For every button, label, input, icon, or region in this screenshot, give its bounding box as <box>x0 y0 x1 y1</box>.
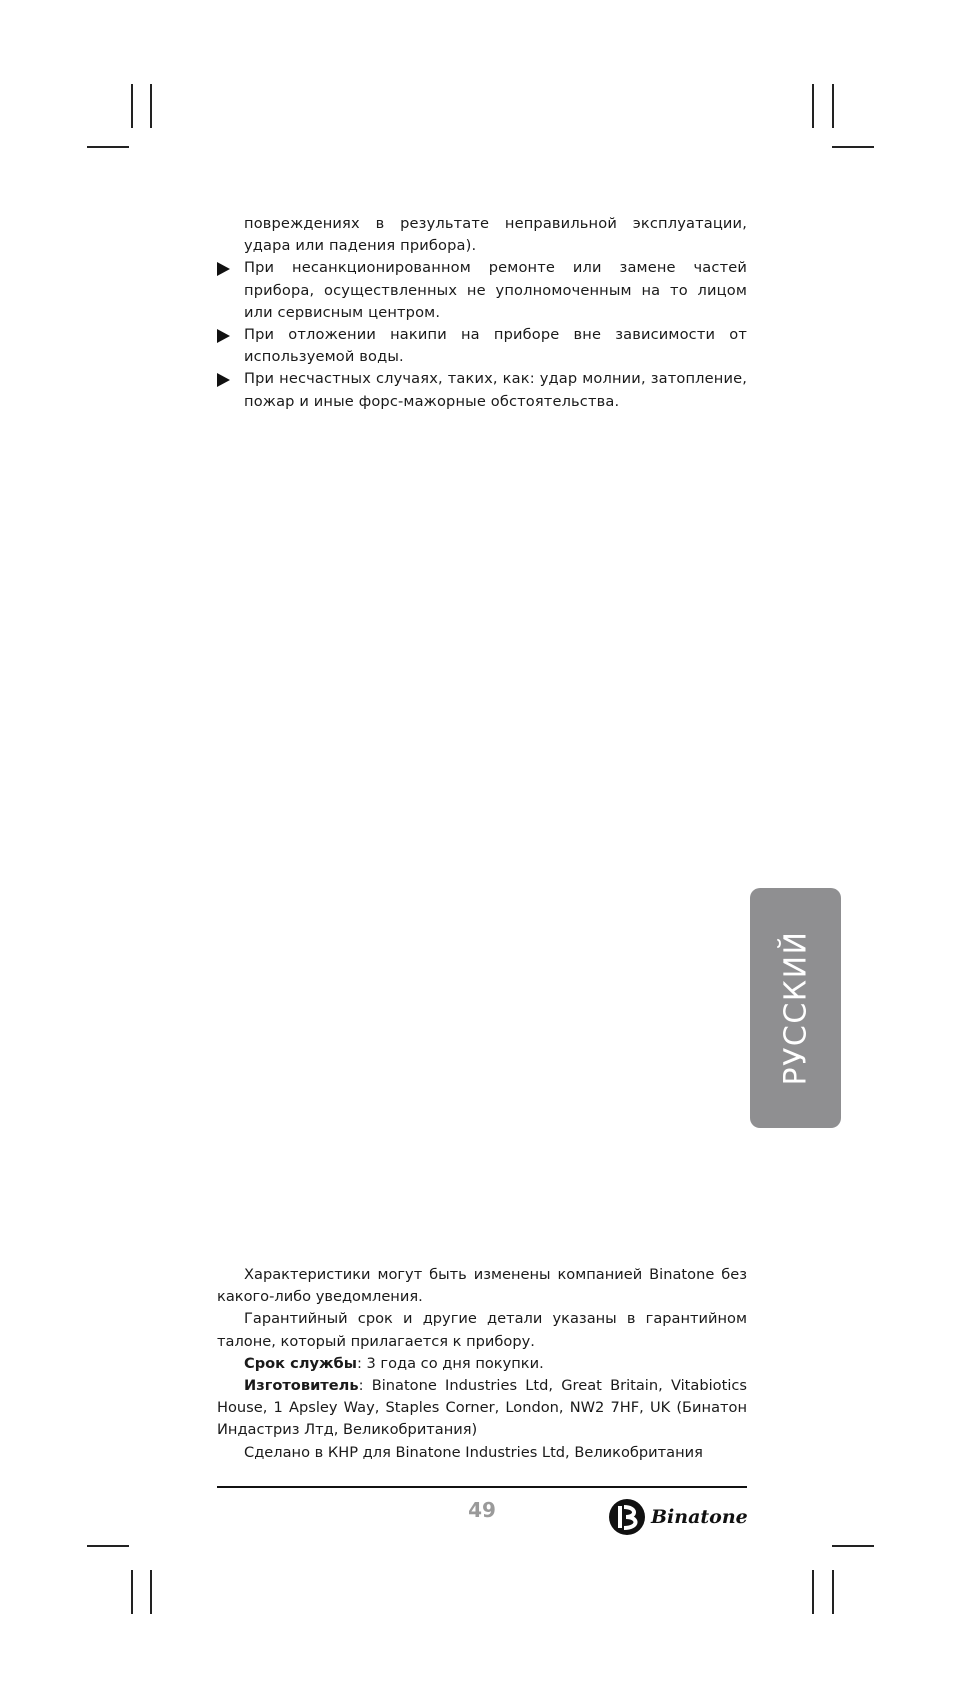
crop-mark <box>832 1545 874 1547</box>
bullet-text: При отложении накипи на приборе вне зависимости от используемой воды. <box>244 326 747 366</box>
crop-mark <box>87 146 129 148</box>
crop-mark <box>150 1570 152 1614</box>
bullet-text: При несанкционированном ремонте или замене частей прибора, осуществленных не уполномоченным на то лицом или сервисным центром. <box>244 259 747 321</box>
service-life-value: : 3 года со дня покупки. <box>356 1354 544 1372</box>
crop-mark <box>832 1570 834 1614</box>
language-tab <box>750 888 841 1128</box>
crop-mark <box>832 84 834 128</box>
crop-mark <box>832 146 874 148</box>
crop-mark <box>812 84 814 128</box>
crop-mark <box>150 84 152 128</box>
crop-mark <box>812 1570 814 1614</box>
manufacturer-value: : Binatone Industries Ltd, Great Britain, Vitabiotics House, 1 Apsley Way, Staples Corner, London, NW2 7HF, UK (Бинатон Индастриз Лтд, Великобритания) <box>217 1377 747 1439</box>
brand-name: Binatone <box>651 1506 748 1528</box>
bullet-item <box>217 257 747 324</box>
service-life <box>217 1353 747 1375</box>
warranty-exclusions <box>217 213 747 413</box>
binatone-logo <box>607 1497 747 1537</box>
product-info <box>217 1264 747 1464</box>
binatone-logo-icon <box>607 1497 651 1537</box>
manufacturer-label: Изготовитель <box>244 1377 359 1395</box>
warranty-notice: Гарантийный срок и другие детали указаны в гарантийном талоне, который прилагается к прибору. <box>217 1310 747 1350</box>
crop-mark <box>131 84 133 128</box>
continuation-text: повреждениях в результате неправильной эксплуатации, удара или падения прибора). <box>244 215 747 255</box>
triangle-bullet-icon <box>217 373 230 387</box>
bullet-item <box>217 368 747 412</box>
service-life-label: Срок службы <box>244 1354 357 1372</box>
footer-divider <box>217 1486 747 1488</box>
page-number: 49 <box>468 1498 496 1522</box>
crop-mark <box>87 1545 129 1547</box>
triangle-bullet-icon <box>217 262 230 276</box>
specs-notice: Характеристики могут быть изменены компанией Binatone без какого-либо уведомления. <box>217 1266 747 1306</box>
triangle-bullet-icon <box>217 329 230 343</box>
language-tab-label: РУССКИЙ <box>778 930 813 1086</box>
bullet-item <box>217 324 747 368</box>
bullet-text: При несчастных случаях, таких, как: удар молнии, затопление, пожар и иные форс-мажорные обстоятельства. <box>244 370 747 410</box>
made-in: Сделано в КНР для Binatone Industries Ltd, Великобритания <box>244 1443 703 1461</box>
manufacturer <box>217 1375 747 1442</box>
crop-mark <box>131 1570 133 1614</box>
